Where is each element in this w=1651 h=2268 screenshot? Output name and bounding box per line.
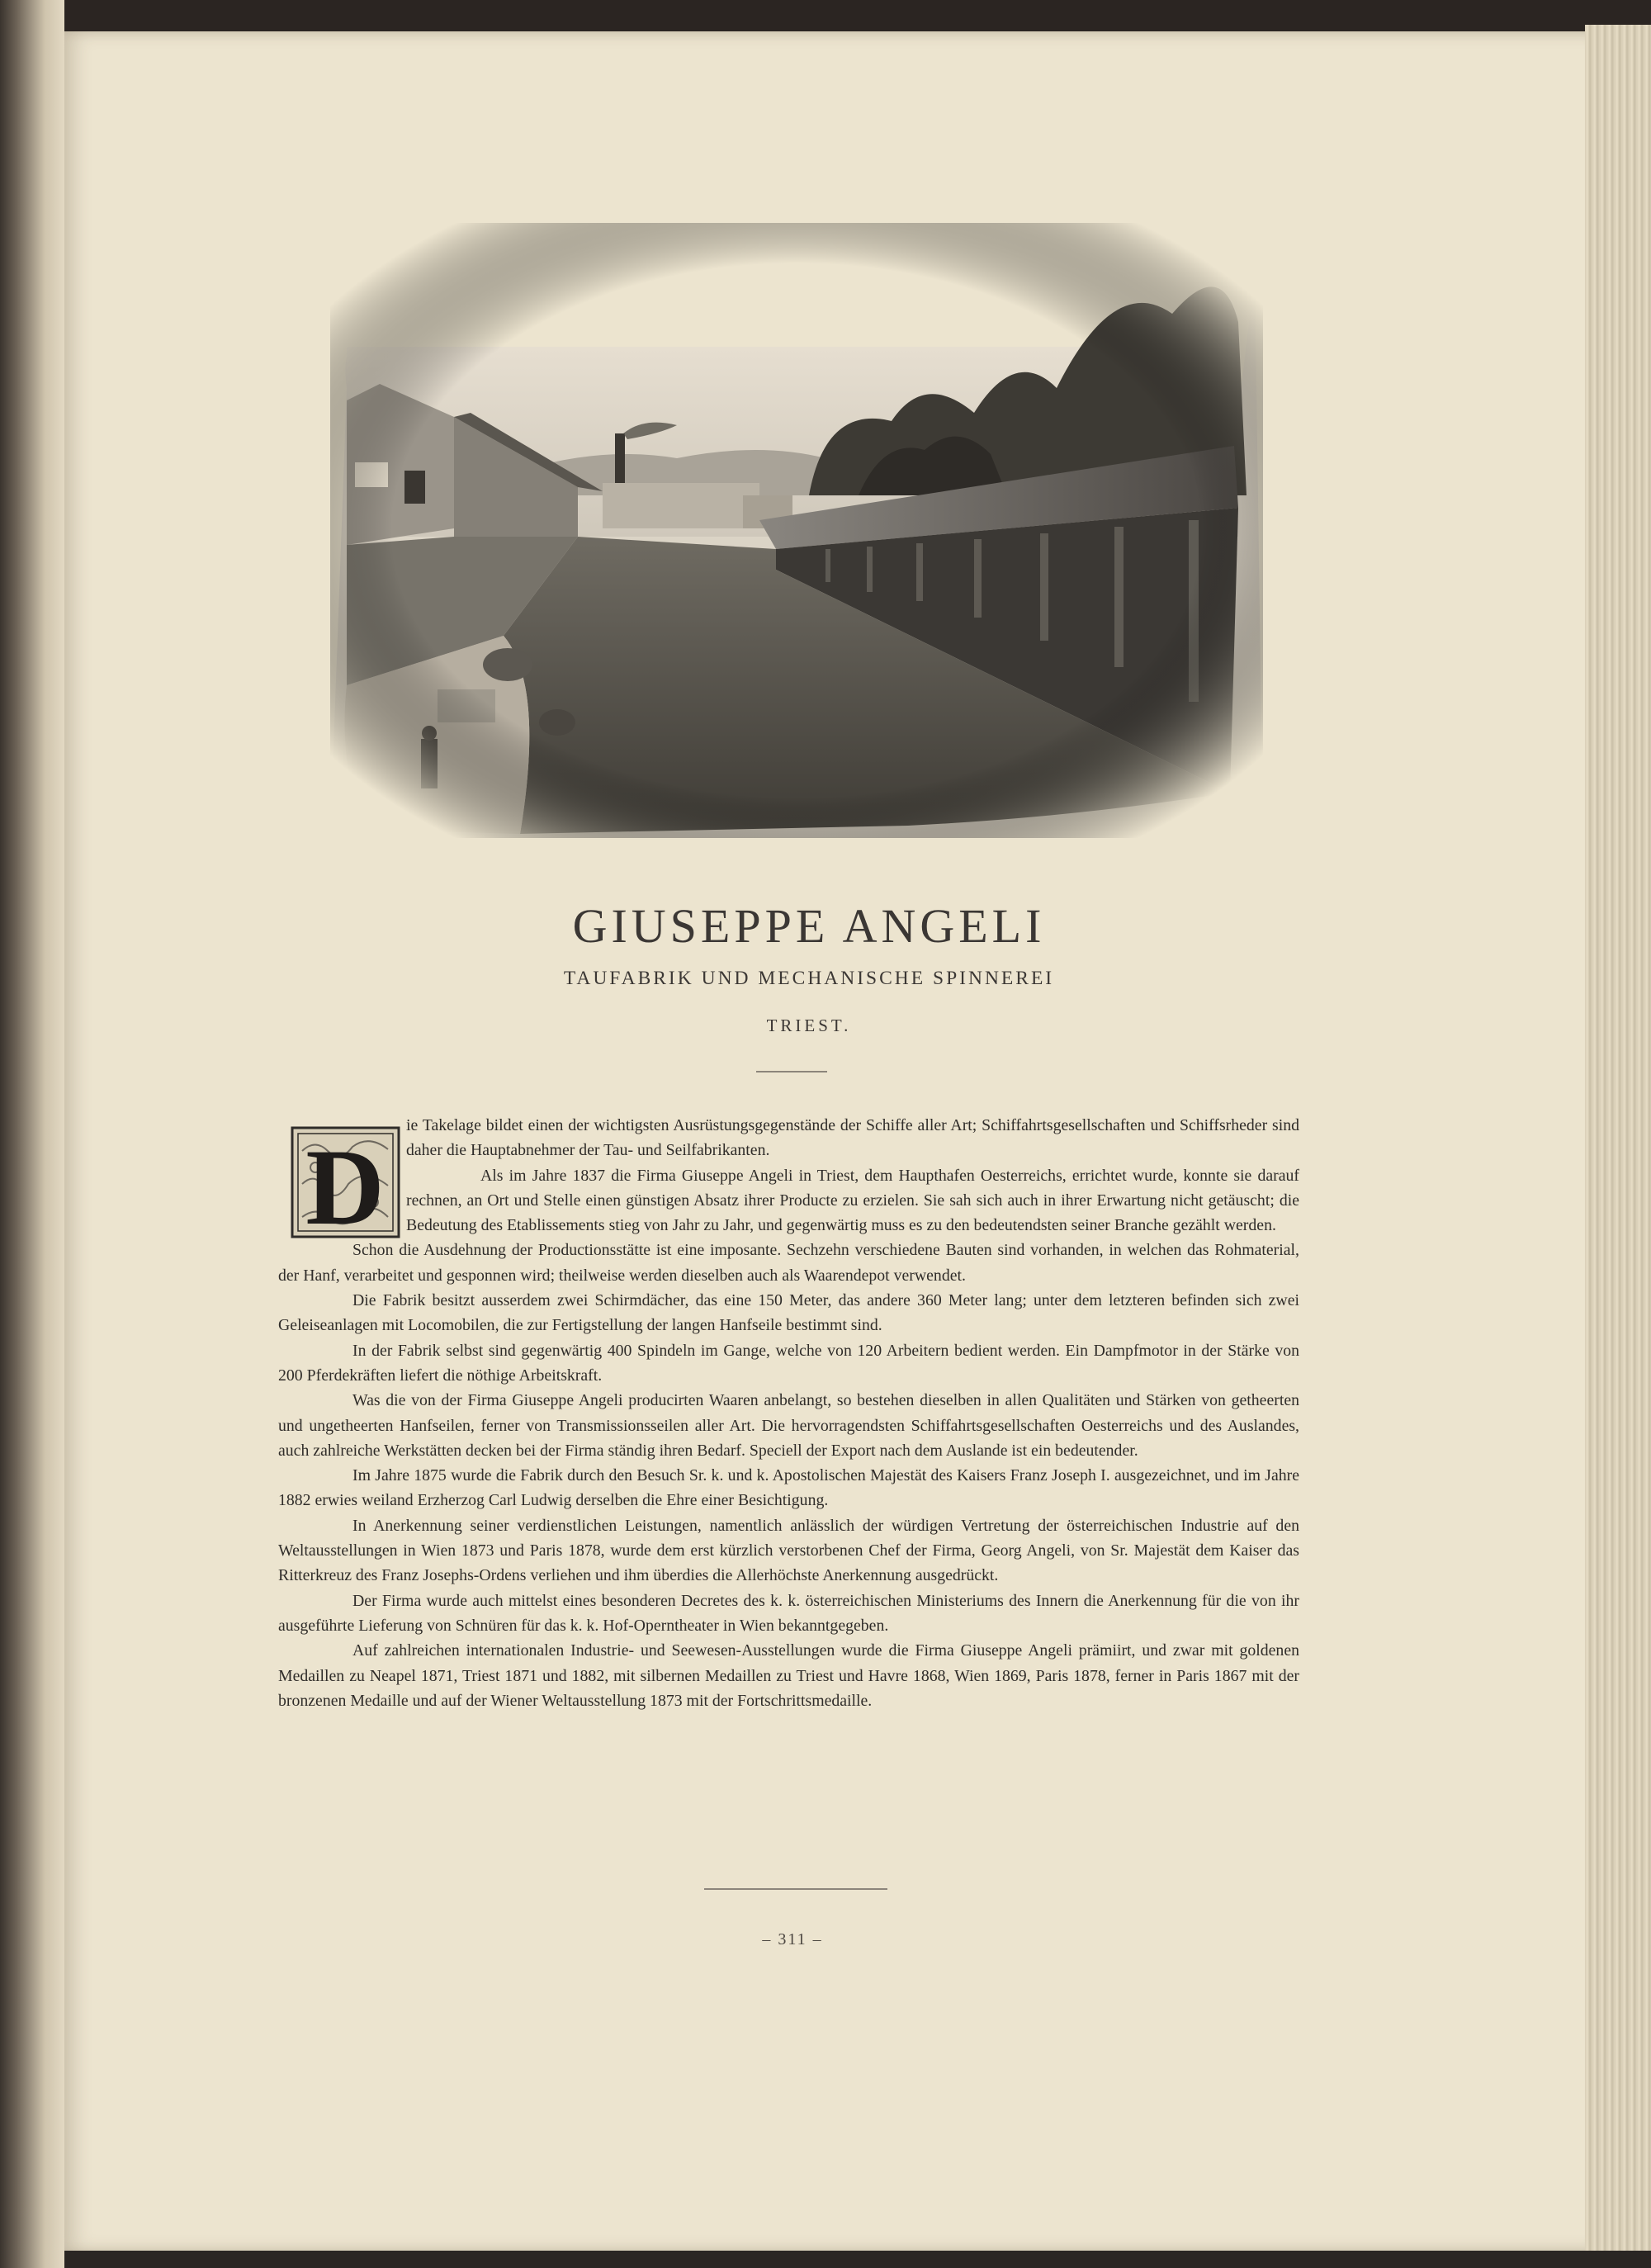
factory-photograph <box>330 223 1263 838</box>
location-line: TRIEST. <box>766 1016 852 1035</box>
book-gutter <box>0 0 64 2268</box>
paragraph-2: Als im Jahre 1837 die Firma Giuseppe Angeli in Triest, dem Haupthafen Oesterreichs, errichtet wurde, konnte sie darauf rechnen, an Ort und Stelle einen günstigen Absatz ihrer Producte zu erzielen. Sie sah sich auch in ihrer Erwartung nicht getäuscht; die Bedeutung des Etablissements stieg von Jahr zu Jahr, und gegenwärtig muss es zu den bedeutendsten seiner Branche gezählt werden. <box>406 1166 1299 1235</box>
company-subtitle: TAUFABRIK UND MECHANISCHE SPINNEREI <box>563 968 1055 989</box>
end-divider <box>704 1888 887 1890</box>
initial-letter: D <box>305 1126 385 1238</box>
paragraph-8: In Anerkennung seiner verdienstlichen Leistungen, namentlich anlässlich der würdigen Vertretung der österreichischen Industrie auf den Weltausstellungen in Wien 1873 und Paris 1878, wurde dem erst kürzlich verstorbenen Chef der Firma, Georg Angeli, von Sr. Majestät dem Kaiser das Ritterkreuz des Franz Josephs-Ordens verliehen und ihm überdies die Allerhöchste Anerkennung ausgedrückt. <box>278 1516 1299 1585</box>
paragraph-9: Der Firma wurde auch mittelst eines besonderen Decretes des k. k. österreichischen Ministeriums des Innern die Anerkennung für die von ihr ausgeführte Lieferung von Schnüren für das k. k. Hof-Operntheater in Wien bekanntgegeben. <box>278 1591 1299 1635</box>
page-title: GIUSEPPE ANGELI <box>572 899 1046 953</box>
paragraph-3: Schon die Ausdehnung der Productionsstätte ist eine imposante. Sechzehn verschiedene Bauten sind vorhanden, in welchen das Rohmaterial, der Hanf, verarbeitet und gesponnen wird; theilweise werden dieselben auch als Waarendepot verwendet. <box>278 1241 1299 1285</box>
paragraph-4: Die Fabrik besitzt ausserdem zwei Schirmdächer, das eine 150 Meter, das andere 360 Meter lang; unter dem letzteren befinden sich zwei Geleiseanlagen mit Locomobilen, die zur Fertigstellung der langen Hanfseile bestimmt sind. <box>278 1291 1299 1335</box>
paragraph-1: ie Takelage bildet einen der wichtigsten Ausrüstungsgegenstände der Schiffe aller Art; Schiffahrtsgesellschaften und Schiffsrheder sind daher die Hauptabnehmer der Tau- und Seilfabrikanten. <box>406 1116 1299 1160</box>
paragraph-5: In der Fabrik selbst sind gegenwärtig 400 Spindeln im Gange, welche von 120 Arbeitern bedient werden. Ein Dampfmotor in der Stärke von 200 Pferdekräften liefert die nöthige Arbeitskraft. <box>278 1341 1299 1385</box>
page-number: – 311 – <box>762 1930 823 1948</box>
paragraph-7: Im Jahre 1875 wurde die Fabrik durch den Besuch Sr. k. und k. Apostolischen Majestät des Kaisers Franz Joseph I. ausgezeichnet, und im Jahre 1882 erwies weiland Erzherzog Carl Ludwig derselben die Ehre einer Besichtigung. <box>278 1466 1299 1510</box>
title-divider <box>756 1071 827 1072</box>
paragraph-10: Auf zahlreichen internationalen Industrie- und Seewesen-Ausstellungen wurde die Firma Giuseppe Angeli prämiirt, und zwar mit goldenen Medaillen zu Neapel 1871, Triest 1871 und 1882, mit silbernen Medaillen zu Triest und Havre 1868, Wien 1869, Paris 1878, ferner in Paris 1867 mit der bronzenen Medaille und auf der Wiener Weltausstellung 1873 mit der Fortschrittsmedaille. <box>278 1641 1299 1710</box>
article-body <box>278 1113 1299 1713</box>
paragraph-6: Was die von der Firma Giuseppe Angeli producirten Waaren anbelangt, so bestehen dieselben in allen Qualitäten und Stärken von getheerten und ungetheerten Hanfseilen, ferner von Transmissionsseilen aller Art. Die hervorragendsten Schiffahrtsgesellschaften Oesterreichs und des Auslandes, auch zahlreiche Werkstätten decken bei der Firma ständig ihren Bedarf. Speciell der Export nach dem Auslande ist ein bedeutender. <box>278 1391 1299 1460</box>
page-stack-edge <box>1585 25 1651 2268</box>
scan-bottom-border <box>64 2251 1651 2268</box>
scan-top-border <box>0 0 1651 31</box>
